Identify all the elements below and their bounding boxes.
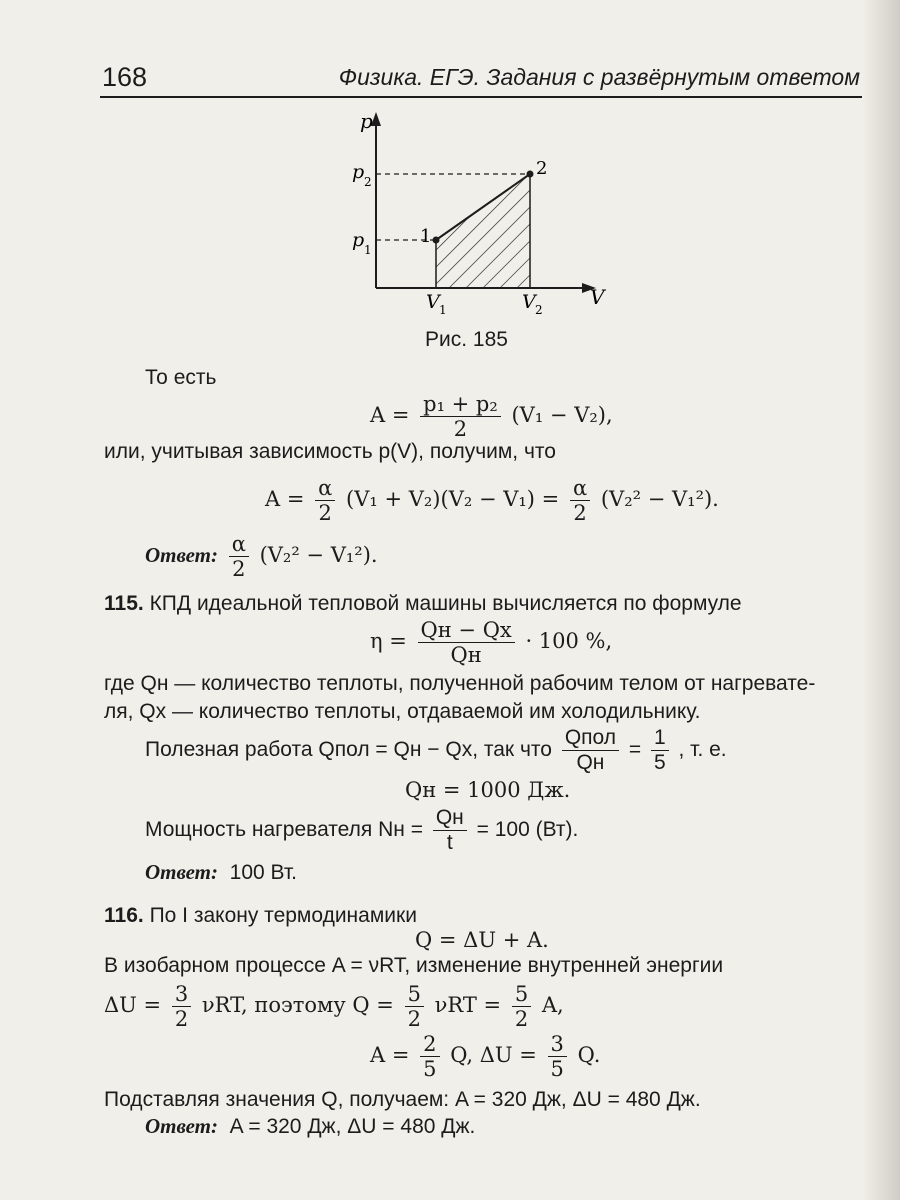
running-title: Физика. ЕГЭ. Задания с развёрнутым ответом xyxy=(338,64,860,90)
s115-intro: 115. КПД идеальной тепловой машины вычисляется по формуле xyxy=(104,592,742,615)
s114-intro: То есть xyxy=(145,366,217,389)
s115-useful-work: Полезная работа Qпол = Qн − Qх, так что $\frac{\text{Qпол}}{Qн}$ = $\frac{1}{5}$ , т. е. xyxy=(145,726,727,775)
s115-eta-formula: η = $\frac{Qн - Qх}{Qн}$ · 100 %, xyxy=(370,618,613,668)
figure-caption: Рис. 185 xyxy=(425,328,508,351)
v1-label: V xyxy=(426,291,440,313)
pv-diagram xyxy=(340,108,620,323)
page-number: 168 xyxy=(102,62,148,92)
page-edge-shadow xyxy=(862,0,900,1200)
s115-power: Мощность нагревателя Nн = $\frac{Qн}{t}$ = 100 (Вт). xyxy=(145,806,579,855)
s114-formula-1: A = $\frac{\text{p₁ + p₂}}{2}$ (V₁ − V₂), xyxy=(370,392,613,442)
p1-label: p xyxy=(352,229,365,251)
v-axis-label: V xyxy=(590,285,605,309)
point-2 xyxy=(527,171,534,178)
s116-du: ΔU = $\frac{3}{2}$ νRT, поэтому Q = $\frac{5}{2}$ νRT = $\frac{5}{2}$ A, xyxy=(104,982,564,1032)
s116-answer: Ответ: A = 320 Дж, ΔU = 480 Дж. xyxy=(145,1114,476,1138)
s116-result: A = $\frac{2}{5}$ Q, ΔU = $\frac{3}{5}$ Q. xyxy=(370,1032,601,1082)
p2-sub: 2 xyxy=(364,175,372,189)
point-2-label: 2 xyxy=(536,158,548,179)
p-axis-label: p xyxy=(360,109,373,133)
bleed-through xyxy=(130,120,135,142)
s116-isobar: В изобарном процессе A = νRT, изменение внутренней энергии xyxy=(104,954,724,977)
point-1-label: 1 xyxy=(420,226,432,247)
s114-answer: Ответ: $\frac{\alpha}{2}$ (V₂² − V₁²). xyxy=(145,532,378,582)
s115-qn: Qн = 1000 Дж. xyxy=(405,778,571,802)
v2-label: V xyxy=(522,291,536,313)
s115-where-1: где Qн — количество теплоты, полученной рабочим телом от нагревате- xyxy=(104,672,816,695)
s116-law: Q = ΔU + A. xyxy=(415,928,549,952)
point-1 xyxy=(433,237,440,244)
p1-sub: 1 xyxy=(364,243,372,257)
v1-sub: 1 xyxy=(439,303,447,317)
s115-answer: Ответ: 100 Вт. xyxy=(145,860,297,884)
s114-formula-2: A = $\frac{\alpha}{2}$ (V₁ + V₂)(V₂ − V₁) = $\frac{\alpha}{2}$ (V₂² − V₁²). xyxy=(265,476,719,526)
header-rule xyxy=(100,96,862,98)
s116-intro: 116. По I закону термодинамики xyxy=(104,904,417,927)
v2-sub: 2 xyxy=(535,303,543,317)
s115-where-2: ля, Qх — количество теплоты, отдаваемой им холодильнику. xyxy=(104,700,701,723)
p2-label: p xyxy=(352,161,365,183)
s116-subst: Подставляя значения Q, получаем: A = 320 Дж, ΔU = 480 Дж. xyxy=(104,1088,701,1111)
s114-line-2: или, учитывая зависимость p(V), получим, что xyxy=(104,440,556,463)
